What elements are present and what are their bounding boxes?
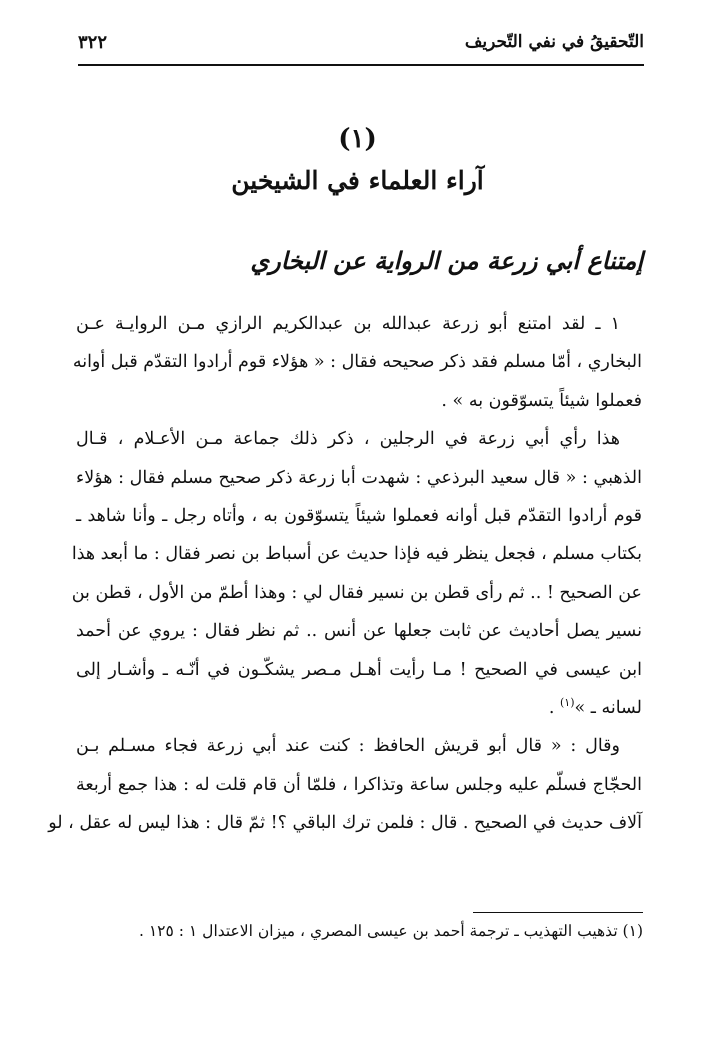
- footnote-reference[interactable]: (١): [559, 696, 575, 710]
- sentence-end: .: [548, 697, 555, 718]
- section-title: آراء العلماء في الشيخين: [231, 166, 484, 195]
- text-line: ١ ـ لقد امتنع أبو زرعة عبدالله بن عبدالكريم الرازي مـن الروايـة عـن: [76, 314, 620, 334]
- text-line: نسير يصل أحاديث عن ثابت جعلها عن أنس .. ثم نظر فقال : يروي عن أحمد: [76, 621, 642, 642]
- body-text: [48, 305, 642, 842]
- footnote-divider: [473, 912, 643, 913]
- text-line: بكتاب مسلم ، فجعل ينظر فيه فإذا حديث عن أسباط بن نصر فقال : ما أبعد هذا: [71, 544, 642, 565]
- footnote: (١) تذهيب التهذيب ـ ترجمة أحمد بن عيسى المصري ، ميزان الاعتدال ١ : ١٢٥ .: [139, 922, 643, 940]
- page-number: ٣٢٢: [78, 32, 108, 53]
- running-header: [78, 30, 644, 66]
- text-line: فعملوا شيئاً يتسوّقون به » .: [441, 390, 642, 411]
- text-line: الذهبي : « قال سعيد البرذعي : شهدت أبا زرعة ذكر صحيح مسلم فقال : هؤلاء: [76, 467, 642, 488]
- text-line: ابن عيسى في الصحيح ! مـا رأيت أهـل مـصر يشكّـون في أنّـه ـ وأشـار إلى: [76, 659, 642, 680]
- text-line: البخاري ، أمّا مسلم فقد ذكر صحيحه فقال : « هؤلاء قوم أرادوا التقدّم قبل أوانه: [72, 352, 642, 373]
- text-line: آلاف حديث في الصحيح . قال : فلمن ترك الباقي ؟! ثمّ قال : هذا ليس له عقل ، لو: [48, 813, 642, 834]
- text-line: قوم أرادوا التقدّم قبل أوانه فعملوا شيئاً يتسوّقون به ، وأتاه رجل ـ وأنا شاهد ـ: [76, 505, 642, 526]
- text-line: عن الصحيح ! .. ثم رأى قطن بن نسير فقال لي : وهذا أطمّ من الأول ، قطن بن: [71, 582, 642, 603]
- text-line-content: لسانه ـ »: [574, 697, 642, 718]
- text-line: وقال : « قال أبو قريش الحافظ : كنت عند أبي زرعة فجاء مسـلم بـن: [76, 736, 620, 757]
- section-number: (١): [338, 124, 377, 154]
- text-line: هذا رأي أبي زرعة في الرجلين ، ذكر ذلك جماعة مـن الأعـلام ، قـال: [76, 429, 620, 450]
- text-line-with-footnote: [76, 689, 642, 727]
- text-line: الحجّاج فسلّم عليه وجلس ساعة وتذاكرا ، فلمّا أن قام قلت له : هذا جمع أربعة: [76, 774, 642, 795]
- header-title: التّحقيقُ في نفي التّحريف: [464, 32, 644, 52]
- subheading: إمتناع أبي زرعة من الرواية عن البخاري: [250, 246, 643, 275]
